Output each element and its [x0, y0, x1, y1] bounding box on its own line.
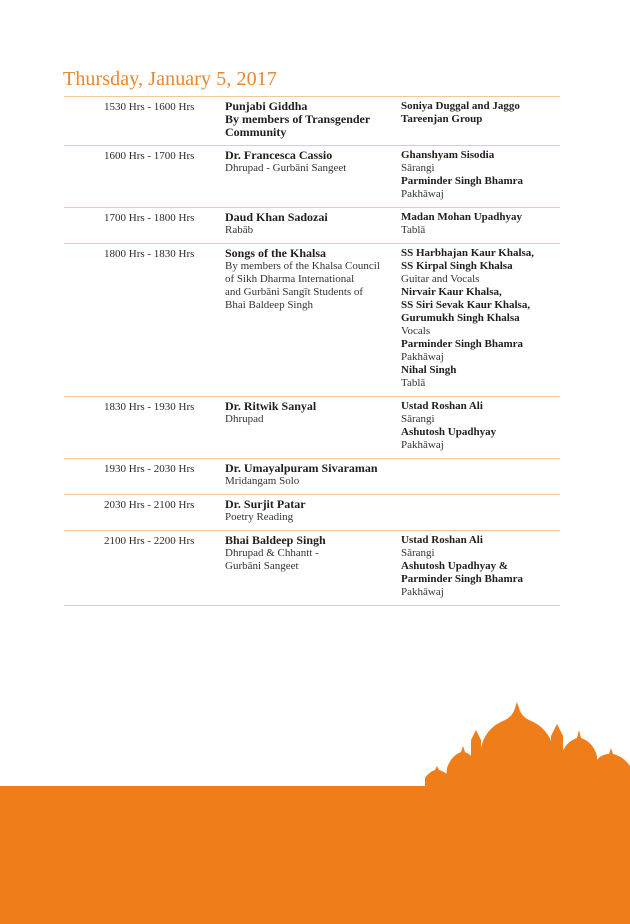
artist-name: Parminder Singh Bhamra	[401, 175, 524, 187]
artist-instrument: Sārangi	[401, 547, 435, 559]
program-title: Punjabi Giddha	[225, 99, 308, 113]
program-title: Bhai Baldeep Singh	[225, 533, 326, 547]
artist-name: Madan Mohan Upadhyay	[401, 211, 523, 223]
program-title: Dr. Umayalpuram Sivaraman	[225, 461, 378, 475]
artist-name: Ustad Roshan Ali	[401, 400, 483, 412]
schedule-row	[64, 459, 560, 495]
artist-name: SS Siri Sevak Kaur Khalsa,	[401, 299, 531, 311]
program-title: Dr. Surjit Patar	[225, 497, 306, 511]
program-detail: Mridangam Solo	[225, 475, 300, 487]
program-title: By members of Transgender	[225, 112, 371, 126]
artist-instrument: Sārangi	[401, 162, 435, 174]
schedule-row	[64, 97, 560, 146]
program-detail: Gurbāni Sangeet	[225, 560, 299, 572]
program-title: Dr. Ritwik Sanyal	[225, 399, 317, 413]
program-title: Dr. Francesca Cassio	[225, 148, 333, 162]
artists-cell	[401, 400, 560, 452]
footer-band	[0, 786, 630, 924]
artist-instrument: Pakhāwaj	[401, 439, 444, 451]
schedule-row	[64, 531, 560, 606]
artist-name: Soniya Duggal and Jaggo	[401, 100, 520, 112]
time-slot: 1700 Hrs - 1800 Hrs	[104, 212, 195, 224]
schedule-row	[64, 397, 560, 459]
program-detail: Dhrupad - Gurbāni Sangeet	[225, 162, 347, 174]
time-slot: 1600 Hrs - 1700 Hrs	[104, 150, 195, 162]
program-title: Songs of the Khalsa	[225, 246, 327, 260]
artist-instrument: Pakhāwaj	[401, 586, 444, 598]
time-slot: 1830 Hrs - 1930 Hrs	[104, 401, 195, 413]
artist-name: Parminder Singh Bhamra	[401, 338, 524, 350]
program-detail: Dhrupad & Chhantt -	[225, 547, 319, 559]
program-cell	[225, 149, 401, 201]
artist-name: Parminder Singh Bhamra	[401, 573, 524, 585]
program-cell	[225, 247, 401, 390]
time-slot: 2030 Hrs - 2100 Hrs	[104, 499, 195, 511]
program-title: Community	[225, 125, 287, 139]
artist-name: SS Harbhajan Kaur Khalsa,	[401, 247, 535, 259]
time-slot: 1530 Hrs - 1600 Hrs	[104, 101, 195, 113]
artists-cell	[401, 247, 560, 390]
artist-name: Ashutosh Upadhyay	[401, 426, 497, 438]
program-detail: and Gurbāni Sangīt Students of	[225, 286, 364, 298]
artist-instrument: Pakhāwaj	[401, 351, 444, 363]
artist-instrument: Tablā	[401, 224, 426, 236]
program-cell	[225, 211, 401, 237]
schedule-row	[64, 208, 560, 244]
artists-cell	[401, 149, 560, 201]
program-detail: Bhai Baldeep Singh	[225, 299, 313, 311]
schedule-row	[64, 495, 560, 531]
schedule-row	[64, 146, 560, 208]
artist-instrument: Guitar and Vocals	[401, 273, 480, 285]
program-cell	[225, 498, 401, 524]
artist-name: SS Kirpal Singh Khalsa	[401, 260, 513, 272]
program-title: Daud Khan Sadozai	[225, 210, 328, 224]
artist-instrument: Sārangi	[401, 413, 435, 425]
program-detail: Dhrupad	[225, 413, 264, 425]
artist-instrument: Tablā	[401, 377, 426, 389]
program-cell	[225, 462, 401, 488]
artist-name: Nirvair Kaur Khalsa,	[401, 286, 502, 298]
artist-name: Nihal Singh	[401, 364, 457, 376]
program-detail: By members of the Khalsa Council	[225, 260, 380, 272]
artist-name: Tareenjan Group	[401, 113, 483, 125]
temple-silhouette-icon	[425, 700, 630, 790]
artists-cell	[401, 211, 560, 237]
artists-cell	[401, 462, 560, 488]
schedule-row	[64, 244, 560, 397]
program-detail: Rabāb	[225, 224, 254, 236]
artist-instrument: Pakhāwaj	[401, 188, 444, 200]
artist-name: Ghanshyam Sisodia	[401, 149, 495, 161]
program-cell	[225, 400, 401, 452]
artist-name: Ashutosh Upadhyay &	[401, 560, 508, 572]
artists-cell	[401, 498, 560, 524]
time-slot: 2100 Hrs - 2200 Hrs	[104, 535, 195, 547]
program-detail: of Sikh Dharma International	[225, 273, 355, 285]
schedule-table	[64, 96, 560, 606]
program-cell	[225, 534, 401, 599]
artists-cell	[401, 534, 560, 599]
page-date-heading: Thursday, January 5, 2017	[63, 68, 277, 90]
artists-cell	[401, 100, 560, 139]
program-cell	[225, 100, 401, 139]
artist-name: Gurumukh Singh Khalsa	[401, 312, 520, 324]
artist-name: Ustad Roshan Ali	[401, 534, 483, 546]
program-detail: Poetry Reading	[225, 511, 294, 523]
time-slot: 1800 Hrs - 1830 Hrs	[104, 248, 195, 260]
artist-instrument: Vocals	[401, 325, 431, 337]
time-slot: 1930 Hrs - 2030 Hrs	[104, 463, 195, 475]
